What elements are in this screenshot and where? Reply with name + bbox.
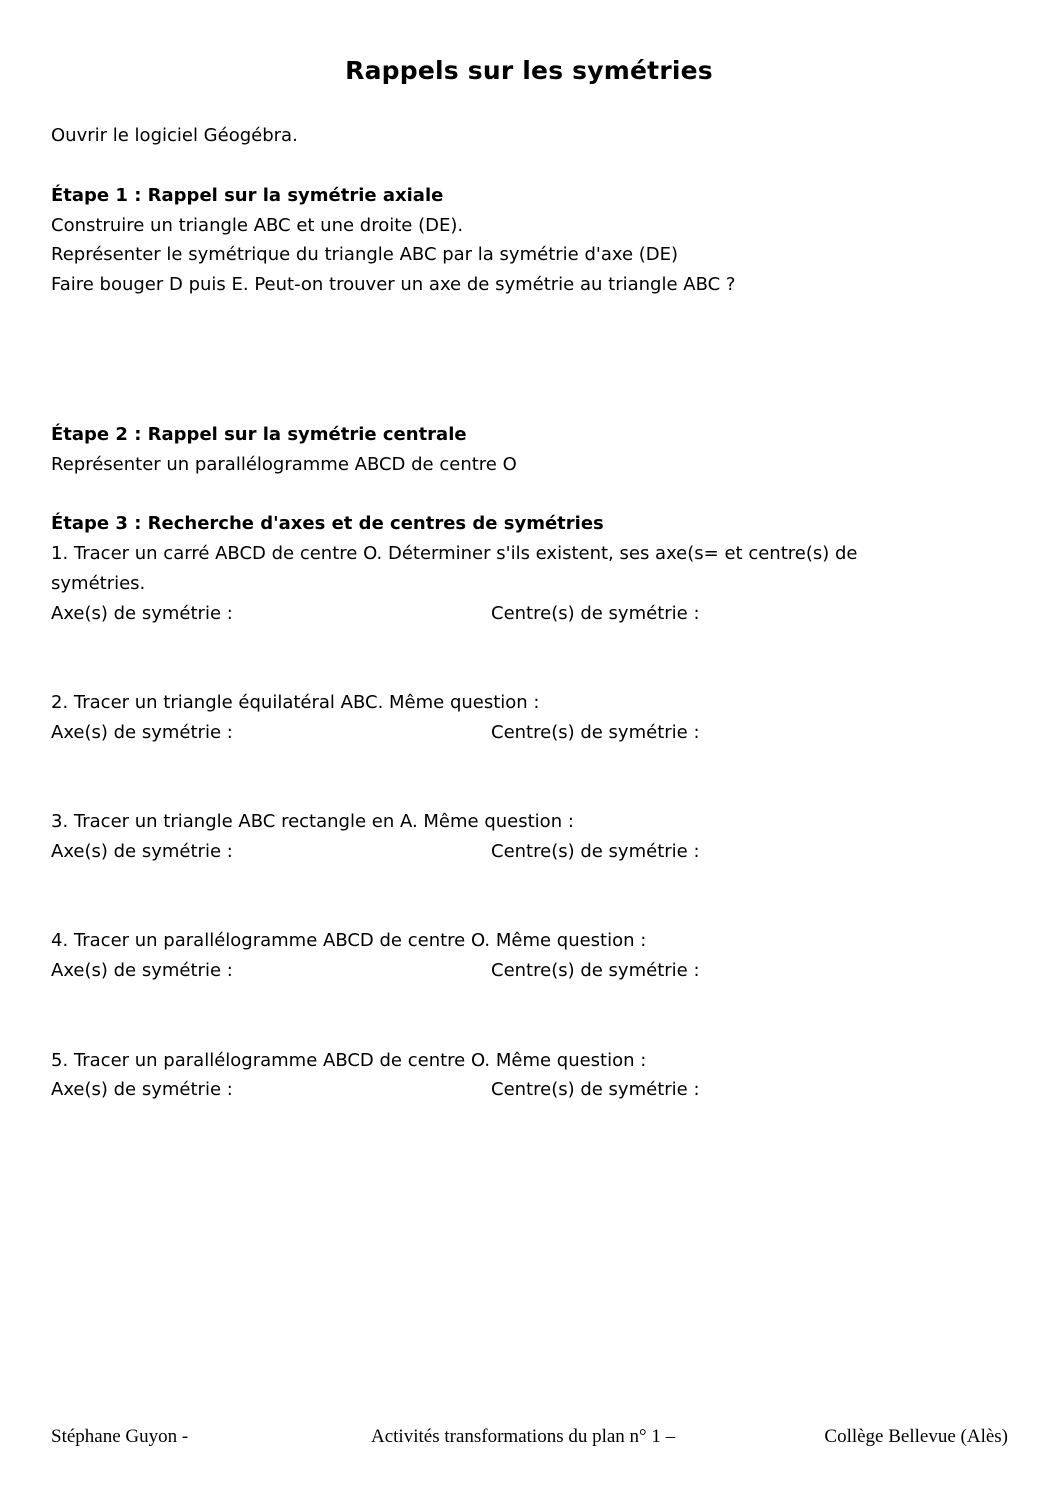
centres-label: Centre(s) de symétrie : [491,1079,700,1100]
etape1-line: Représenter le symétrique du triangle ABC par la symétrie d'axe (DE) [51,244,679,265]
question-5: 5. Tracer un parallélogramme ABCD de centre O. Même question : [51,1050,647,1071]
etape2-heading: Étape 2 : Rappel sur la symétrie centrale [51,424,467,445]
centres-label: Centre(s) de symétrie : [491,722,700,743]
question-3: 3. Tracer un triangle ABC rectangle en A. Même question : [51,811,574,832]
etape1-line: Construire un triangle ABC et une droite (DE). [51,215,464,236]
centres-label: Centre(s) de symétrie : [491,960,700,981]
question-4: 4. Tracer un parallélogramme ABCD de centre O. Même question : [51,930,647,951]
axes-label: Axe(s) de symétrie : [51,841,233,862]
centres-label: Centre(s) de symétrie : [491,841,700,862]
axes-label: Axe(s) de symétrie : [51,603,233,624]
question-1: 1. Tracer un carré ABCD de centre O. Déterminer s'ils existent, ses axe(s= et centre(s) de [51,543,858,564]
etape1-heading: Étape 1 : Rappel sur la symétrie axiale [51,185,444,206]
axes-label: Axe(s) de symétrie : [51,960,233,981]
etape2-line: Représenter un parallélogramme ABCD de centre O [51,454,517,475]
centres-label: Centre(s) de symétrie : [491,603,700,624]
intro-text: Ouvrir le logiciel Géogébra. [51,125,298,146]
etape3-heading: Étape 3 : Recherche d'axes et de centres de symétries [51,513,604,534]
footer-school: Collège Bellevue (Alès) [824,1426,1008,1447]
axes-label: Axe(s) de symétrie : [51,722,233,743]
etape1-line: Faire bouger D puis E. Peut-on trouver un axe de symétrie au triangle ABC ? [51,274,736,295]
axes-label: Axe(s) de symétrie : [51,1079,233,1100]
footer-author: Stéphane Guyon - [51,1426,189,1447]
footer-course: Activités transformations du plan n° 1 – [371,1426,676,1447]
question-2: 2. Tracer un triangle équilatéral ABC. Même question : [51,692,540,713]
page-title: Rappels sur les symétries [345,56,713,85]
question-1-continued: symétries. [51,573,146,594]
